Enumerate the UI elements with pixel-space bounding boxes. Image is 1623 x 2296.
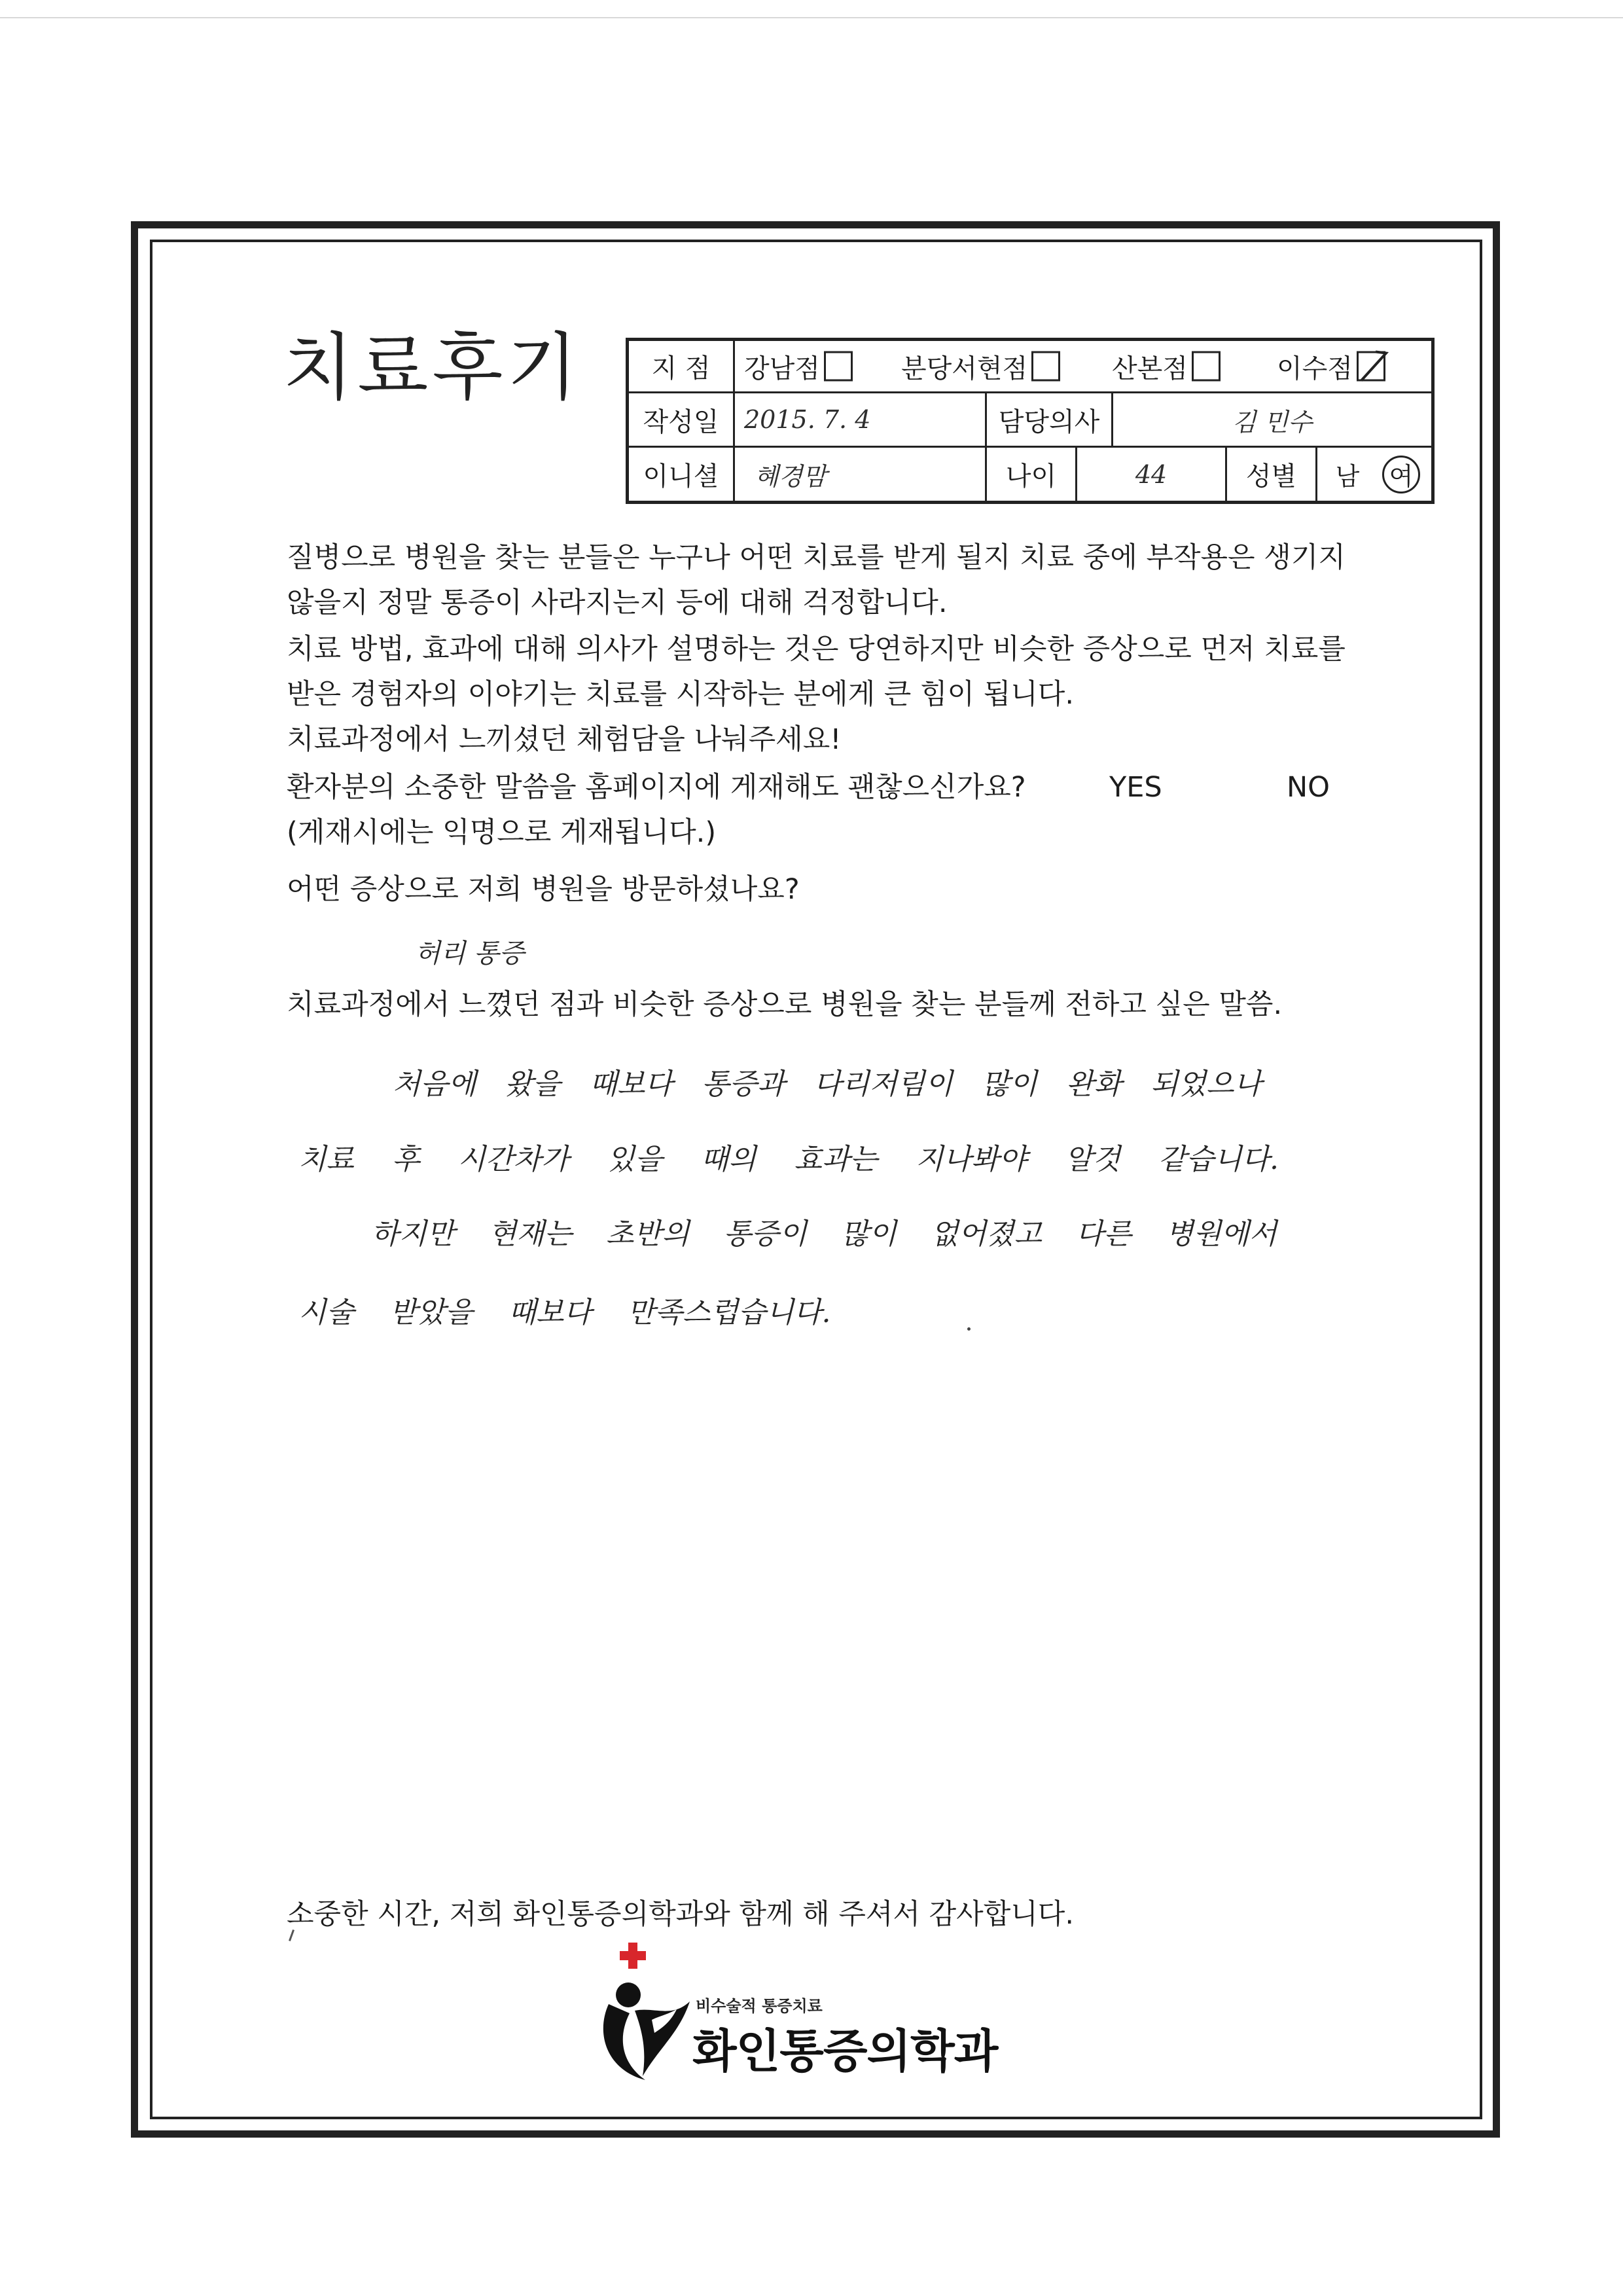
- branch-option-bundang: [901, 348, 1060, 385]
- message-question: 치료과정에서 느꼈던 점과 비슷한 증상으로 병원을 찾는 분들께 전하고 싶은 말씀.: [287, 988, 1283, 1021]
- branch-row: [629, 341, 1431, 393]
- branch-option-isu: [1277, 348, 1385, 385]
- message-answer-line: 치료 후 시간차가 있을 때의 효과는 지나봐야 알것 같습니다.: [298, 1143, 1279, 1176]
- branch-option-label: 분당서현점: [901, 353, 1028, 384]
- gender-option-male: 남: [1335, 462, 1360, 491]
- branch-option-sanbon: [1112, 348, 1221, 385]
- intro-line: 질병으로 병원을 찾는 분들은 누구나 어떤 치료를 받게 될지 치료 중에 부작용은 생기지: [287, 541, 1346, 574]
- footer-thanks: 소중한 시간, 저희 화인통증의학과와 함께 해 주셔서 감사합니다.: [287, 1898, 1075, 1931]
- logo-tagline: 비수술적 통증치료: [696, 1997, 823, 2015]
- branch-options: [735, 341, 1431, 391]
- branch-option-label: 강남점: [744, 353, 820, 384]
- consent-no-option: NO: [1287, 771, 1330, 804]
- consent-question: 환자분의 소중한 말씀을 홈페이지에 게재해도 괜찮으신가요?: [287, 771, 1026, 804]
- message-answer-line: 시술 받았을 때보다 만족스럽습니다.: [298, 1296, 831, 1329]
- date-label: 작성일: [629, 393, 735, 446]
- intro-line: 치료과정에서 느끼셨던 체험담을 나눠주세요!: [287, 723, 842, 756]
- check-mark-icon: [1356, 347, 1393, 386]
- consent-note: (게재시에는 익명으로 게재됩니다.): [287, 816, 717, 849]
- date-value: 2015. 7. 4: [735, 393, 987, 446]
- branch-option-gangnam: [744, 348, 853, 385]
- logo-head: [616, 1982, 641, 2007]
- branch-option-label: 이수점: [1277, 353, 1353, 384]
- scan-edge-line: [0, 17, 1623, 18]
- logo-swoosh-body: [635, 2001, 690, 2076]
- doctor-value: 김 민수: [1232, 407, 1313, 437]
- consent-yes-option: YES: [1109, 771, 1162, 804]
- initial-label: 이니셜: [629, 448, 735, 501]
- branch-label: 지 점: [629, 341, 735, 391]
- hospital-logo-icon: [594, 1941, 692, 2082]
- intro-line: 받은 경험자의 이야기는 치료를 시작하는 분에게 큰 힘이 됩니다.: [287, 678, 1075, 711]
- scan-speck: [967, 1327, 971, 1331]
- branch-checkbox-gangnam: [824, 351, 853, 382]
- branch-option-label: 산본점: [1112, 353, 1188, 384]
- gender-choice-group: [1329, 456, 1420, 493]
- intro-line: 치료 방법, 효과에 대해 의사가 설명하는 것은 당연하지만 비슷한 증상으로 먼저 치료를: [287, 633, 1346, 666]
- form-title: 치료후기: [283, 325, 582, 410]
- message-answer-line: 처음에 왔을 때보다 통증과 다리저림이 많이 완화 되었으나: [393, 1067, 1262, 1101]
- branch-checkbox-sanbon: [1192, 351, 1221, 382]
- info-table: [626, 338, 1435, 504]
- branch-checkbox-isu: [1357, 351, 1385, 382]
- date-doctor-row: [629, 393, 1431, 448]
- gender-options: [1317, 448, 1431, 501]
- message-answer-line: 하지만 현재는 초반의 통증이 많이 없어졌고 다른 병원에서: [371, 1217, 1277, 1251]
- gender-label: 성별: [1227, 448, 1317, 501]
- initial-age-gender-row: [629, 448, 1431, 501]
- symptom-question: 어떤 증상으로 저희 병원을 방문하셨나요?: [287, 873, 800, 906]
- age-label: 나이: [987, 448, 1077, 501]
- doctor-label: 담당의사: [987, 393, 1113, 446]
- age-value: 44: [1077, 448, 1227, 501]
- symptom-answer-handwritten: 허리 통증: [415, 939, 525, 969]
- branch-checkbox-bundang: [1031, 351, 1060, 382]
- logo-name: 화인통증의학과: [692, 2024, 998, 2078]
- logo-cross-horizontal: [620, 1951, 646, 1960]
- gender-option-female: 여: [1382, 456, 1420, 493]
- intro-line: 않을지 정말 통증이 사라지는지 등에 대해 걱정합니다.: [287, 586, 948, 619]
- initial-value: 혜경맘: [735, 448, 987, 501]
